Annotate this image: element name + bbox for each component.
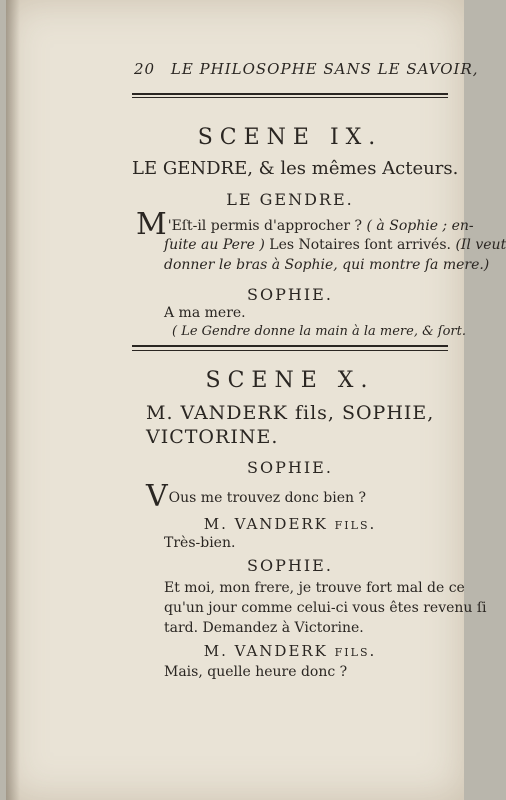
scene-9-line-4: A ma mere. bbox=[164, 305, 246, 321]
speaker-vanderk-fils: M. VANDERK fils. bbox=[203, 515, 377, 533]
scene-10-line-6: Mais, quelle heure donc ? bbox=[164, 664, 348, 680]
scene-10-line-5: tard. Demandez à Victorine. bbox=[164, 620, 364, 636]
drop-cap-m: M bbox=[136, 207, 167, 242]
running-header bbox=[134, 60, 479, 78]
scene-9-line-2: ſuite au Pere ) Les Notaires ſont arrivés. (Il veut bbox=[164, 237, 506, 253]
scene-10-title: SCENE X. bbox=[205, 368, 375, 393]
scene-divider bbox=[132, 345, 448, 347]
header-rule-thin bbox=[132, 97, 448, 98]
page-number: 20 bbox=[134, 60, 156, 78]
speaker-le-gendre: LE GENDRE. bbox=[226, 190, 354, 209]
scene-9-subtitle: LE GENDRE, & les mêmes Acteurs. bbox=[132, 158, 459, 179]
scene-10-line-3: Et moi, mon frere, je trouve fort mal de ce bbox=[164, 580, 465, 596]
scene-divider-thin bbox=[132, 350, 448, 351]
scene-10-cast-line-2: VICTORINE. bbox=[146, 426, 279, 448]
book-page bbox=[6, 0, 506, 800]
scene-10-line-4: qu'un jour comme celui-ci vous êtes revenu ſi bbox=[164, 600, 487, 616]
scene-9-line-3: donner le bras à Sophie, qui montre ſa mere.) bbox=[164, 257, 490, 273]
page-gutter-shadow bbox=[6, 0, 20, 800]
scene-9-title: SCENE IX. bbox=[197, 125, 383, 150]
scene-9-stage-direction: ( Le Gendre donne la main à la mere, & ſort. bbox=[172, 324, 467, 339]
scene-10-cast-line-1: M. VANDERK fils, SOPHIE, bbox=[146, 402, 435, 424]
speaker-vanderk-fils: M. VANDERK fils. bbox=[203, 642, 377, 660]
speaker-sophie: SOPHIE. bbox=[247, 458, 333, 477]
scene-10-line-2: Très-bien. bbox=[164, 535, 236, 551]
scene-10-line-1: VOus me trouvez donc bien ? bbox=[146, 479, 366, 514]
header-rule bbox=[132, 93, 448, 95]
speaker-sophie: SOPHIE. bbox=[247, 285, 333, 304]
running-title: LE PHILOSOPHE SANS LE SAVOIR, bbox=[170, 60, 479, 78]
drop-cap-v: V bbox=[146, 479, 168, 514]
speaker-sophie: SOPHIE. bbox=[247, 556, 333, 575]
scene-9-line-1: M'Eſt-il permis d'approcher ? ( à Sophie ; en- bbox=[136, 207, 474, 242]
